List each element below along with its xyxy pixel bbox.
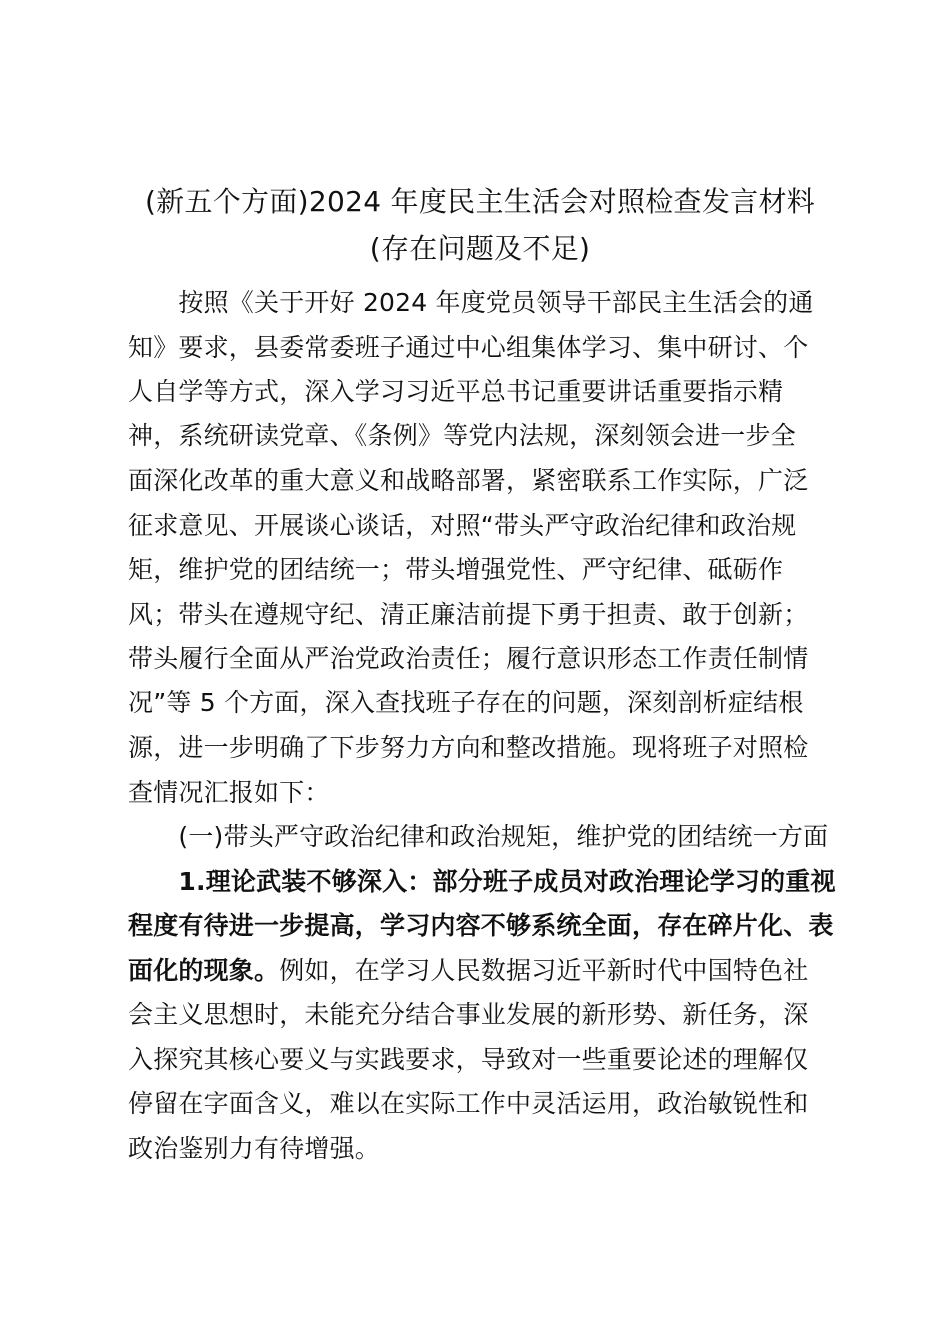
item1-bold-line: 1.理论武装不够深入：部分班子成员对政治理论学习的重视 bbox=[128, 867, 836, 896]
intro-line: 风；带头在遵规守纪、清正廉洁前提下勇于担责、敢于创新； bbox=[128, 600, 809, 629]
intro-line: 按照《关于开好 2024 年度党员领导干部民主生活会的通 bbox=[128, 288, 814, 317]
intro-line: 况”等 5 个方面，深入查找班子存在的问题，深刻剖析症结根 bbox=[128, 688, 804, 717]
item1-body-line: 政治鉴别力有待增强。 bbox=[128, 1134, 381, 1163]
intro-line: 征求意见、开展谈心谈话，对照“带头严守政治纪律和政治规 bbox=[128, 511, 797, 540]
item1-mixed-line bbox=[128, 951, 808, 987]
document-title-line1: (新五个方面)2024 年度民主生活会对照检查发言材料 bbox=[144, 185, 816, 218]
intro-line: 人自学等方式，深入学习习近平总书记重要讲话重要指示精 bbox=[128, 377, 784, 406]
intro-line: 面深化改革的重大意义和战略部署，紧密联系工作实际，广泛 bbox=[128, 466, 809, 495]
item1-body-line: 会主义思想时，未能充分结合事业发展的新形势、新任务，深 bbox=[128, 1000, 809, 1029]
item1-bold-end: 面化的现象。 bbox=[128, 956, 280, 985]
section-heading: (一)带头严守政治纪律和政治规矩，维护党的团结统一方面 bbox=[128, 822, 829, 851]
item1-body-line: 入探究其核心要义与实践要求，导致对一些重要论述的理解仅 bbox=[128, 1045, 809, 1074]
document-title-line2: (存在问题及不足) bbox=[369, 232, 591, 265]
item1-body-line: 停留在字面含义，难以在实际工作中灵活运用，政治敏锐性和 bbox=[128, 1089, 809, 1118]
intro-line: 矩，维护党的团结统一；带头增强党性、严守纪律、砥砺作 bbox=[128, 555, 784, 584]
intro-line: 神，系统研读党章、《条例》等党内法规，深刻领会进一步全 bbox=[128, 421, 796, 450]
intro-line: 知》要求，县委常委班子通过中心组集体学习、集中研讨、个 bbox=[128, 333, 809, 362]
intro-line: 带头履行全面从严治党政治责任；履行意识形态工作责任制情 bbox=[128, 644, 809, 673]
item1-tail: 例如，在学习人民数据习近平新时代中国特色社 bbox=[279, 956, 809, 985]
intro-line: 查情况汇报如下： bbox=[128, 778, 330, 807]
item1-bold-line: 程度有待进一步提高，学习内容不够系统全面，存在碎片化、表 bbox=[128, 911, 834, 940]
intro-line: 源，进一步明确了下步努力方向和整改措施。现将班子对照检 bbox=[128, 733, 809, 762]
